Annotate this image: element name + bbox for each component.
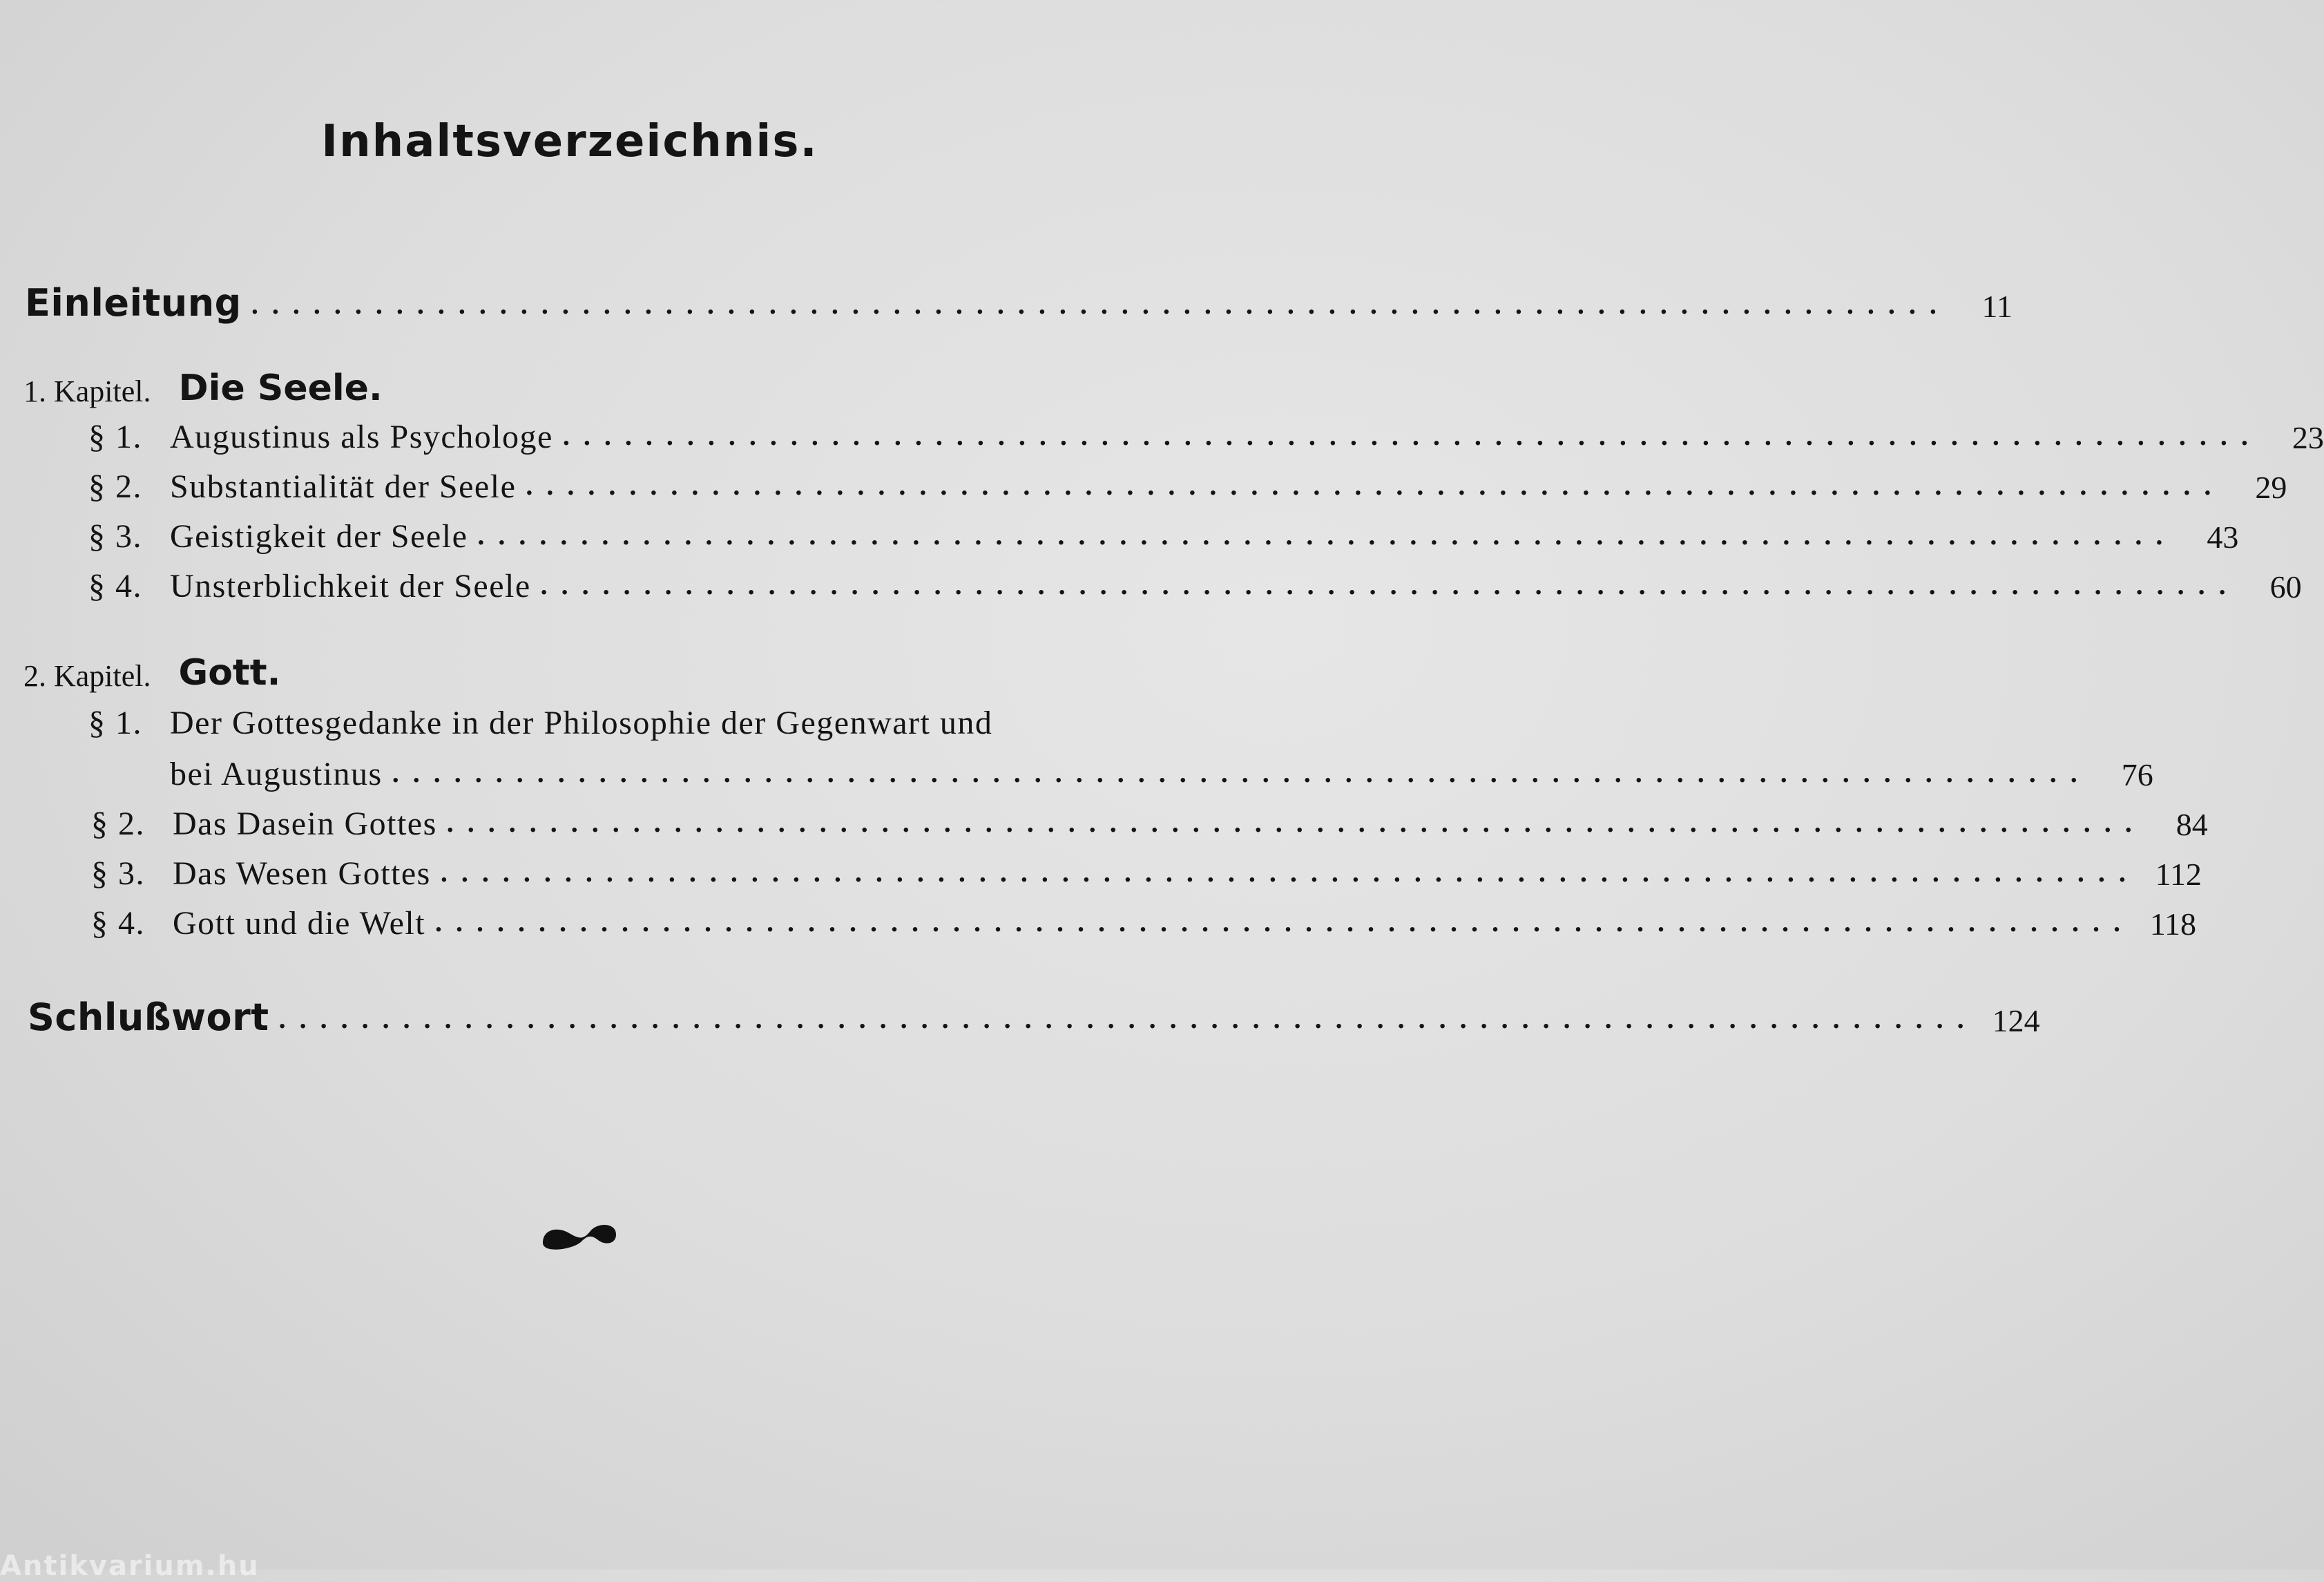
section-number: § 1. [88,705,142,741]
toc-entry [88,555,2302,605]
leader-dots: .................................................................................. [562,420,2262,451]
leader-dots: .................................................................................. [540,569,2240,600]
section-number: § 1. [88,419,142,455]
chapter-heading-2 [23,644,280,694]
toc-entry-label: Einleitung [25,281,242,325]
toc-entry-label: Schlußwort [28,995,269,1039]
toc-entry-intro [25,275,2013,325]
chapter-number: 1. Kapitel. [23,374,151,408]
chapter-number: 2. Kapitel. [23,659,151,693]
leader-dots: .................................................................................. [251,289,1950,320]
leader-dots: .................................................................................. [526,470,2225,501]
section-title: Geistigkeit der Seele [170,518,468,555]
toc-entry [88,506,2239,555]
leader-dots: .................................................................................. [446,807,2146,838]
chapter-heading-1 [23,359,383,409]
section-title: Unsterblichkeit der Seele [170,568,531,604]
section-number: § 2. [88,468,142,505]
section-title: Gott und die Welt [173,905,426,942]
page-title: Inhaltsverzeichnis. [321,116,818,167]
leader-dots: .................................................................................. [278,1003,1978,1034]
leader-dots: .................................................................................. [440,857,2140,888]
section-number: § 4. [91,905,145,942]
leader-dots: .................................................................................. [392,757,2091,788]
toc-entry [88,406,2324,456]
page-number: 11 [1981,289,2013,324]
section-number: § 2. [91,806,145,842]
ornament-icon [539,1212,622,1254]
toc-entry-closing [28,989,2040,1039]
chapter-title: Die Seele. [178,368,383,409]
section-title-continuation: bei Augustinus [170,756,383,792]
toc-entry [88,456,2287,506]
section-title: Der Gottesgedanke in der Philosophie der Gegenwart und [170,705,993,741]
page-number: 112 [2155,857,2202,892]
leader-dots: .................................................................................. [477,520,2177,551]
chapter-title: Gott. [178,652,281,694]
section-title: Augustinus als Psychologe [170,419,553,455]
toc-entry-first-line [88,692,992,742]
watermark: Antikvarium.hu [0,1550,260,1582]
toc-entry [91,893,2197,942]
section-title: Das Wesen Gottes [173,855,431,892]
section-number: § 3. [88,518,142,555]
page-number: 84 [2176,807,2208,842]
page-number: 76 [2121,757,2153,792]
leader-dots: .................................................................................. [435,906,2135,937]
page-number: 43 [2207,520,2239,555]
toc-entry [91,793,2208,843]
section-title: Das Dasein Gottes [173,806,437,842]
toc-entry [91,843,2202,893]
page-number: 118 [2149,906,2197,942]
page-number: 23 [2292,420,2324,455]
toc-entry [170,743,2153,793]
section-number: § 3. [91,855,145,892]
section-title: Substantialität der Seele [170,468,517,505]
page-number: 124 [1992,1003,2040,1038]
page-number: 60 [2269,569,2302,604]
section-number: § 4. [88,568,142,604]
page-number: 29 [2255,470,2287,505]
